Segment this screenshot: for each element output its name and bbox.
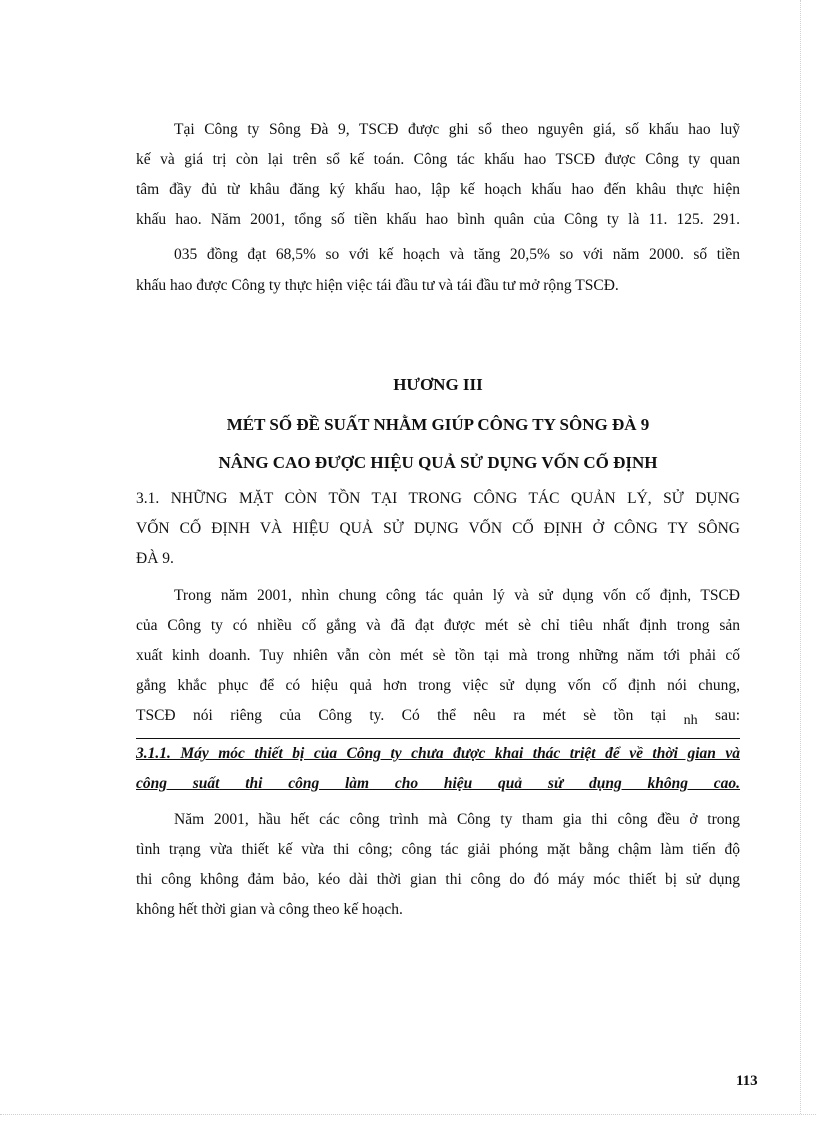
- paragraph-3-line-2: của Công ty có nhiều cố gắng và đã đạt được mét sè chỉ tiêu nhất định trong sản: [136, 617, 740, 634]
- paragraph-3-line-5-subscript: nh: [683, 713, 698, 728]
- paragraph-3-line-5: [136, 706, 740, 727]
- paragraph-3-line-5-end: sau:: [715, 707, 740, 724]
- paragraph-2-line-2: khấu hao được Công ty thực hiện việc tái đầu tư và tái đầu tư mở rộng TSCĐ.: [136, 277, 619, 294]
- paragraph-4-line-4: không hết thời gian và công theo kế hoạch.: [136, 901, 403, 918]
- section-3-1-line-2: VỐN CỐ ĐỊNH VÀ HIỆU QUẢ SỬ DỤNG VỐN CỐ ĐỊNH Ở CÔNG TY SÔNG: [136, 520, 740, 537]
- section-3-1-1-line-2: công suất thi công làm cho hiệu quả sử dụng không cao.: [136, 775, 740, 792]
- page-bottom-border: [0, 1114, 816, 1115]
- section-3-1-1-line-1: 3.1.1. Máy móc thiết bị của Công ty chưa được khai thác triệt để về thời gian và: [136, 745, 740, 762]
- paragraph-4-line-1: Năm 2001, hầu hết các công trình mà Công ty tham gia thi công đều ở trong: [174, 811, 740, 828]
- paragraph-2-line-1: 035 đồng đạt 68,5% so với kế hoạch và tăng 20,5% so với năm 2000. số tiền: [174, 246, 740, 263]
- section-3-1-line-3: ĐÀ 9.: [136, 550, 174, 567]
- chapter-subtitle-line-1: MÉT SỐ ĐỀ SUẤT NHẰM GIÚP CÔNG TY SÔNG ĐÀ 9: [226, 415, 650, 434]
- section-3-1-line-1: 3.1. NHỮNG MẶT CÒN TỒN TẠI TRONG CÔNG TÁC QUẢN LÝ, SỬ DỤNG: [136, 490, 740, 507]
- paragraph-4-line-2: tình trạng vừa thiết kế vừa thi công; công tác giải phóng mặt bằng chậm làm tiến độ: [136, 841, 740, 858]
- paragraph-3-line-3: xuất kinh doanh. Tuy nhiên vẫn còn mét sè tồn tại mà trong những năm tới phải cố: [136, 647, 740, 664]
- paragraph-1-line-4: khấu hao. Năm 2001, tổng số tiền khấu hao bình quân của Công ty là 11. 125. 291.: [136, 211, 740, 228]
- paragraph-1-line-2: kế và giá trị còn lại trên sổ kế toán. Công tác khấu hao TSCĐ được Công ty quan: [136, 151, 740, 168]
- page-number: 113: [736, 1073, 758, 1089]
- paragraph-1-line-1: Tại Công ty Sông Đà 9, TSCĐ được ghi sổ theo nguyên giá, số khấu hao luỹ: [174, 121, 740, 138]
- paragraph-1-line-3: tâm đầy đủ từ khâu đăng ký khấu hao, lập kế hoạch khấu hao đến khâu thực hiện: [136, 181, 740, 198]
- paragraph-3-line-4: gắng khắc phục để có hiệu quả hơn trong việc sử dụng vốn cố định nói chung,: [136, 677, 740, 694]
- paragraph-4-line-3: thi công không đảm bảo, kéo dài thời gian thi công do đó máy móc thiết bị sử dụng: [136, 871, 740, 888]
- page-right-border: [800, 0, 801, 1114]
- chapter-title: HƯƠNG III: [393, 375, 483, 394]
- subheading-top-rule: [136, 738, 740, 739]
- chapter-subtitle-line-2: NÂNG CAO ĐƯỢC HIỆU QUẢ SỬ DỤNG VỐN CỐ ĐỊNH: [218, 453, 658, 472]
- paragraph-3-line-1: Trong năm 2001, nhìn chung công tác quản lý và sử dụng vốn cố định, TSCĐ: [174, 587, 740, 604]
- paragraph-3-line-5-main: TSCĐ nói riêng của Công ty. Có thể nêu ra mét sè tồn tại: [136, 707, 667, 724]
